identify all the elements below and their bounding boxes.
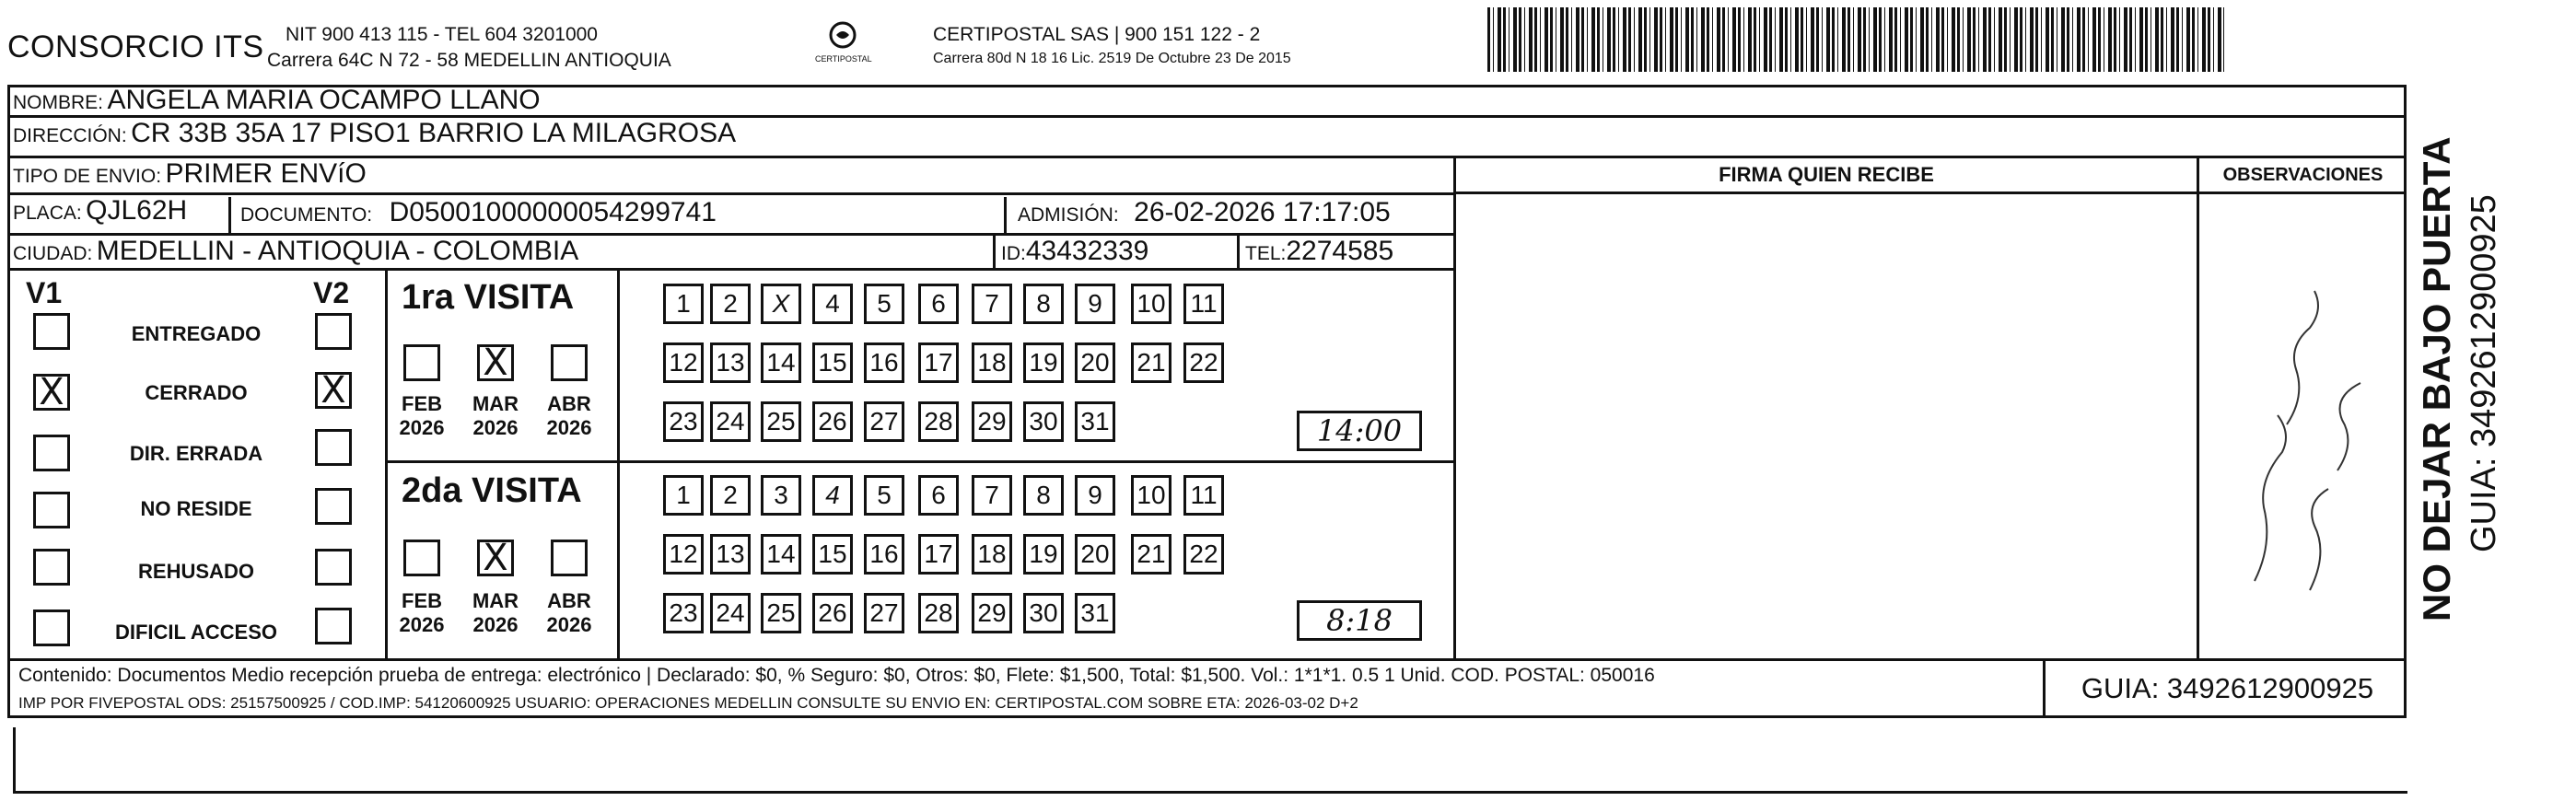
day-box[interactable]: 4 [812,475,853,516]
day-box[interactable]: 16 [864,534,904,575]
day-box[interactable]: 2 [710,475,751,516]
day-box[interactable]: 29 [972,593,1012,633]
day-box[interactable]: 2 [710,284,751,324]
second-visit-time[interactable]: 8:18 [1297,600,1422,641]
day-box[interactable]: 11 [1183,475,1224,516]
day-box[interactable]: 31 [1075,401,1115,442]
day-box[interactable]: 17 [918,534,959,575]
v2-cerrado-checkbox[interactable]: X [315,372,352,409]
day-box[interactable]: 26 [812,401,853,442]
v1-month-feb: FEB 2026 [399,392,445,439]
day-box[interactable]: 23 [663,401,704,442]
imp-line: IMP POR FIVEPOSTAL ODS: 25157500925 / COD.IMP: 54120600925 USUARIO: OPERACIONES MEDELLIN CONSULTE SU ENVIO EN: CERTIPOSTAL.COM SOBRE ETA: 2026-03-02 D+2 [18,694,1358,712]
day-box[interactable]: 15 [812,342,853,383]
certipostal-line: CERTIPOSTAL SAS | 900 151 122 - 2 [933,24,1261,45]
nombre-row [7,85,2407,118]
handwritten-note [2199,194,2407,655]
day-box[interactable]: 13 [710,342,751,383]
day-box[interactable]: 27 [864,593,904,633]
v1-month-mar-checkbox[interactable]: X [477,344,514,381]
v2-month-mar: MAR 2026 [472,589,519,636]
company-address: Carrera 64C N 72 - 58 MEDELLIN ANTIOQUIA [267,50,671,71]
status-no-reside: NO RESIDE [140,497,252,520]
v2-rehusado-checkbox[interactable] [315,549,352,586]
v1-entregado-checkbox[interactable] [33,313,70,350]
day-box[interactable]: 19 [1023,534,1064,575]
day-box[interactable]: 10 [1131,284,1171,324]
day-box[interactable]: 24 [710,593,751,633]
ciudad-value: MEDELLIN - ANTIOQUIA - COLOMBIA [96,236,579,266]
first-visit-time[interactable]: 14:00 [1297,411,1422,451]
v1-month-abr: ABR 2026 [546,392,592,439]
day-box[interactable]: 14 [761,534,801,575]
day-box[interactable]: X [761,284,801,324]
admision-cell [1004,197,1391,234]
day-box[interactable]: 21 [1131,342,1171,383]
id-value: 43432339 [1025,236,1149,266]
day-box[interactable]: 15 [812,534,853,575]
direccion-label: DIRECCIÓN: [13,125,127,146]
day-box[interactable]: 5 [864,284,904,324]
status-section [7,271,1453,658]
direccion-value: CR 33B 35A 17 PISO1 BARRIO LA MILAGROSA [131,118,737,148]
certipostal-logo [815,20,870,64]
day-box[interactable]: 7 [972,284,1012,324]
day-box[interactable]: 12 [663,342,704,383]
status-cerrado: CERRADO [145,381,248,404]
id-cell [993,236,1148,269]
v1-month-abr-checkbox[interactable] [551,344,588,381]
day-box[interactable]: 19 [1023,342,1064,383]
v2-entregado-checkbox[interactable] [315,313,352,350]
v2-dificil-acceso-checkbox[interactable] [315,608,352,644]
documento-value: D05001000000054299741 [389,197,717,227]
day-box[interactable]: 25 [761,593,801,633]
day-box[interactable]: 30 [1023,401,1064,442]
certipostal-address: Carrera 80d N 18 16 Lic. 2519 De Octubre 23 De 2015 [933,51,1291,66]
v1-header: V1 [26,276,63,309]
day-box[interactable]: 26 [812,593,853,633]
day-box[interactable]: 18 [972,534,1012,575]
firma-label: FIRMA QUIEN RECIBE [1456,158,2197,194]
day-box[interactable]: 6 [918,284,959,324]
day-box[interactable]: 6 [918,475,959,516]
v1-rehusado-checkbox[interactable] [33,549,70,586]
day-box[interactable]: 13 [710,534,751,575]
logo-text: CERTIPOSTAL [815,54,872,64]
day-box[interactable]: 24 [710,401,751,442]
barcode [1487,7,2224,72]
nombre-value: ANGELA MARIA OCAMPO LLANO [107,85,541,115]
bottom-strip [13,727,2407,794]
day-box[interactable]: 28 [918,401,959,442]
v2-month-abr: ABR 2026 [546,589,592,636]
obs-label: OBSERVACIONES [2199,158,2407,194]
status-entregado: ENTREGADO [131,322,262,345]
nit-line: NIT 900 413 115 - TEL 604 3201000 [286,24,598,45]
v2-header: V2 [313,276,350,309]
day-box[interactable]: 17 [918,342,959,383]
tel-cell [1237,236,1393,269]
v2-month-feb: FEB 2026 [399,589,445,636]
tipo-value: PRIMER ENVíO [165,158,367,189]
day-box[interactable]: 29 [972,401,1012,442]
company-name: CONSORCIO ITS [7,29,264,64]
day-box[interactable]: 21 [1131,534,1171,575]
day-box[interactable]: 22 [1183,534,1224,575]
v1-month-feb-checkbox[interactable] [403,344,440,381]
documento-label: DOCUMENTO: [240,204,373,226]
status-dir-errada: DIR. ERRADA [129,442,263,465]
nombre-label: NOMBRE: [13,92,104,113]
side-guia: GUIA: 3492612900925 [2465,194,2503,552]
day-box[interactable]: 9 [1075,284,1115,324]
day-box[interactable]: 18 [972,342,1012,383]
v1-dir-errada-checkbox[interactable] [33,435,70,471]
firma-area [1453,158,2199,658]
no-dejar-label: NO DEJAR BAJO PUERTA [2415,136,2458,621]
v2-no-reside-checkbox[interactable] [315,488,352,525]
placa-label: PLACA: [13,203,82,224]
day-box[interactable]: 20 [1075,534,1115,575]
day-box[interactable]: 25 [761,401,801,442]
day-box[interactable]: 30 [1023,593,1064,633]
day-box[interactable]: 1 [663,284,704,324]
id-label: ID: [1001,243,1026,264]
v2-dir-errada-checkbox[interactable] [315,429,352,466]
day-box[interactable]: 7 [972,475,1012,516]
day-box[interactable]: 27 [864,401,904,442]
day-box[interactable]: 28 [918,593,959,633]
footer [7,658,2407,718]
day-box[interactable]: 1 [663,475,704,516]
day-box[interactable]: 9 [1075,475,1115,516]
tel-label: TEL: [1245,243,1287,264]
ciudad-label: CIUDAD: [13,243,93,264]
day-box[interactable]: 20 [1075,342,1115,383]
direccion-row [7,118,2407,158]
contenido-line: Contenido: Documentos Medio recepción prueba de entrega: electrónico | Declarado: $0, % Seguro: $0, Otros: $0, Flete: $1,500, Total: $1,500. Vol.: 1*1*1. 0.5 1 Unid. COD. POSTAL: 050016 [18,665,1655,686]
placa-value: QJL62H [86,195,188,226]
v1-dificil-acceso-checkbox[interactable] [33,609,70,646]
visit-separator [385,460,1453,463]
day-box[interactable]: 22 [1183,342,1224,383]
day-box[interactable]: 8 [1023,284,1064,324]
day-box[interactable]: 8 [1023,475,1064,516]
v1-month-mar: MAR 2026 [472,392,519,439]
day-box[interactable]: 11 [1183,284,1224,324]
status-rehusado: REHUSADO [138,560,254,583]
v1-no-reside-checkbox[interactable] [33,492,70,528]
day-box[interactable]: 4 [812,284,853,324]
documento-cell [228,197,717,234]
month-divider [617,271,620,658]
admision-label: ADMISIÓN: [1018,204,1119,226]
first-visit-label: 1ra VISITA [402,278,575,317]
day-box[interactable]: 23 [663,593,704,633]
day-box[interactable]: 5 [864,475,904,516]
day-box[interactable]: 3 [761,475,801,516]
day-box[interactable]: 12 [663,534,704,575]
obs-area [2199,158,2407,658]
v2-month-abr-checkbox[interactable] [551,540,588,576]
footer-guia: GUIA: 3492612900925 [2043,661,2409,718]
day-box[interactable]: 31 [1075,593,1115,633]
admision-value: 26-02-2026 17:17:05 [1134,197,1391,227]
tipo-row [7,158,1453,195]
day-box[interactable]: 14 [761,342,801,383]
day-box[interactable]: 16 [864,342,904,383]
v2-month-mar-checkbox[interactable]: X [477,540,514,576]
v2-month-feb-checkbox[interactable] [403,540,440,576]
visit-divider [385,271,388,658]
day-box[interactable]: 10 [1131,475,1171,516]
tipo-label: TIPO DE ENVIO: [13,166,162,187]
v1-cerrado-checkbox[interactable]: X [33,374,70,411]
status-dificil-acceso: DIFICIL ACCESO [114,621,277,644]
tel-value: 2274585 [1286,236,1394,266]
second-visit-label: 2da VISITA [402,471,582,510]
